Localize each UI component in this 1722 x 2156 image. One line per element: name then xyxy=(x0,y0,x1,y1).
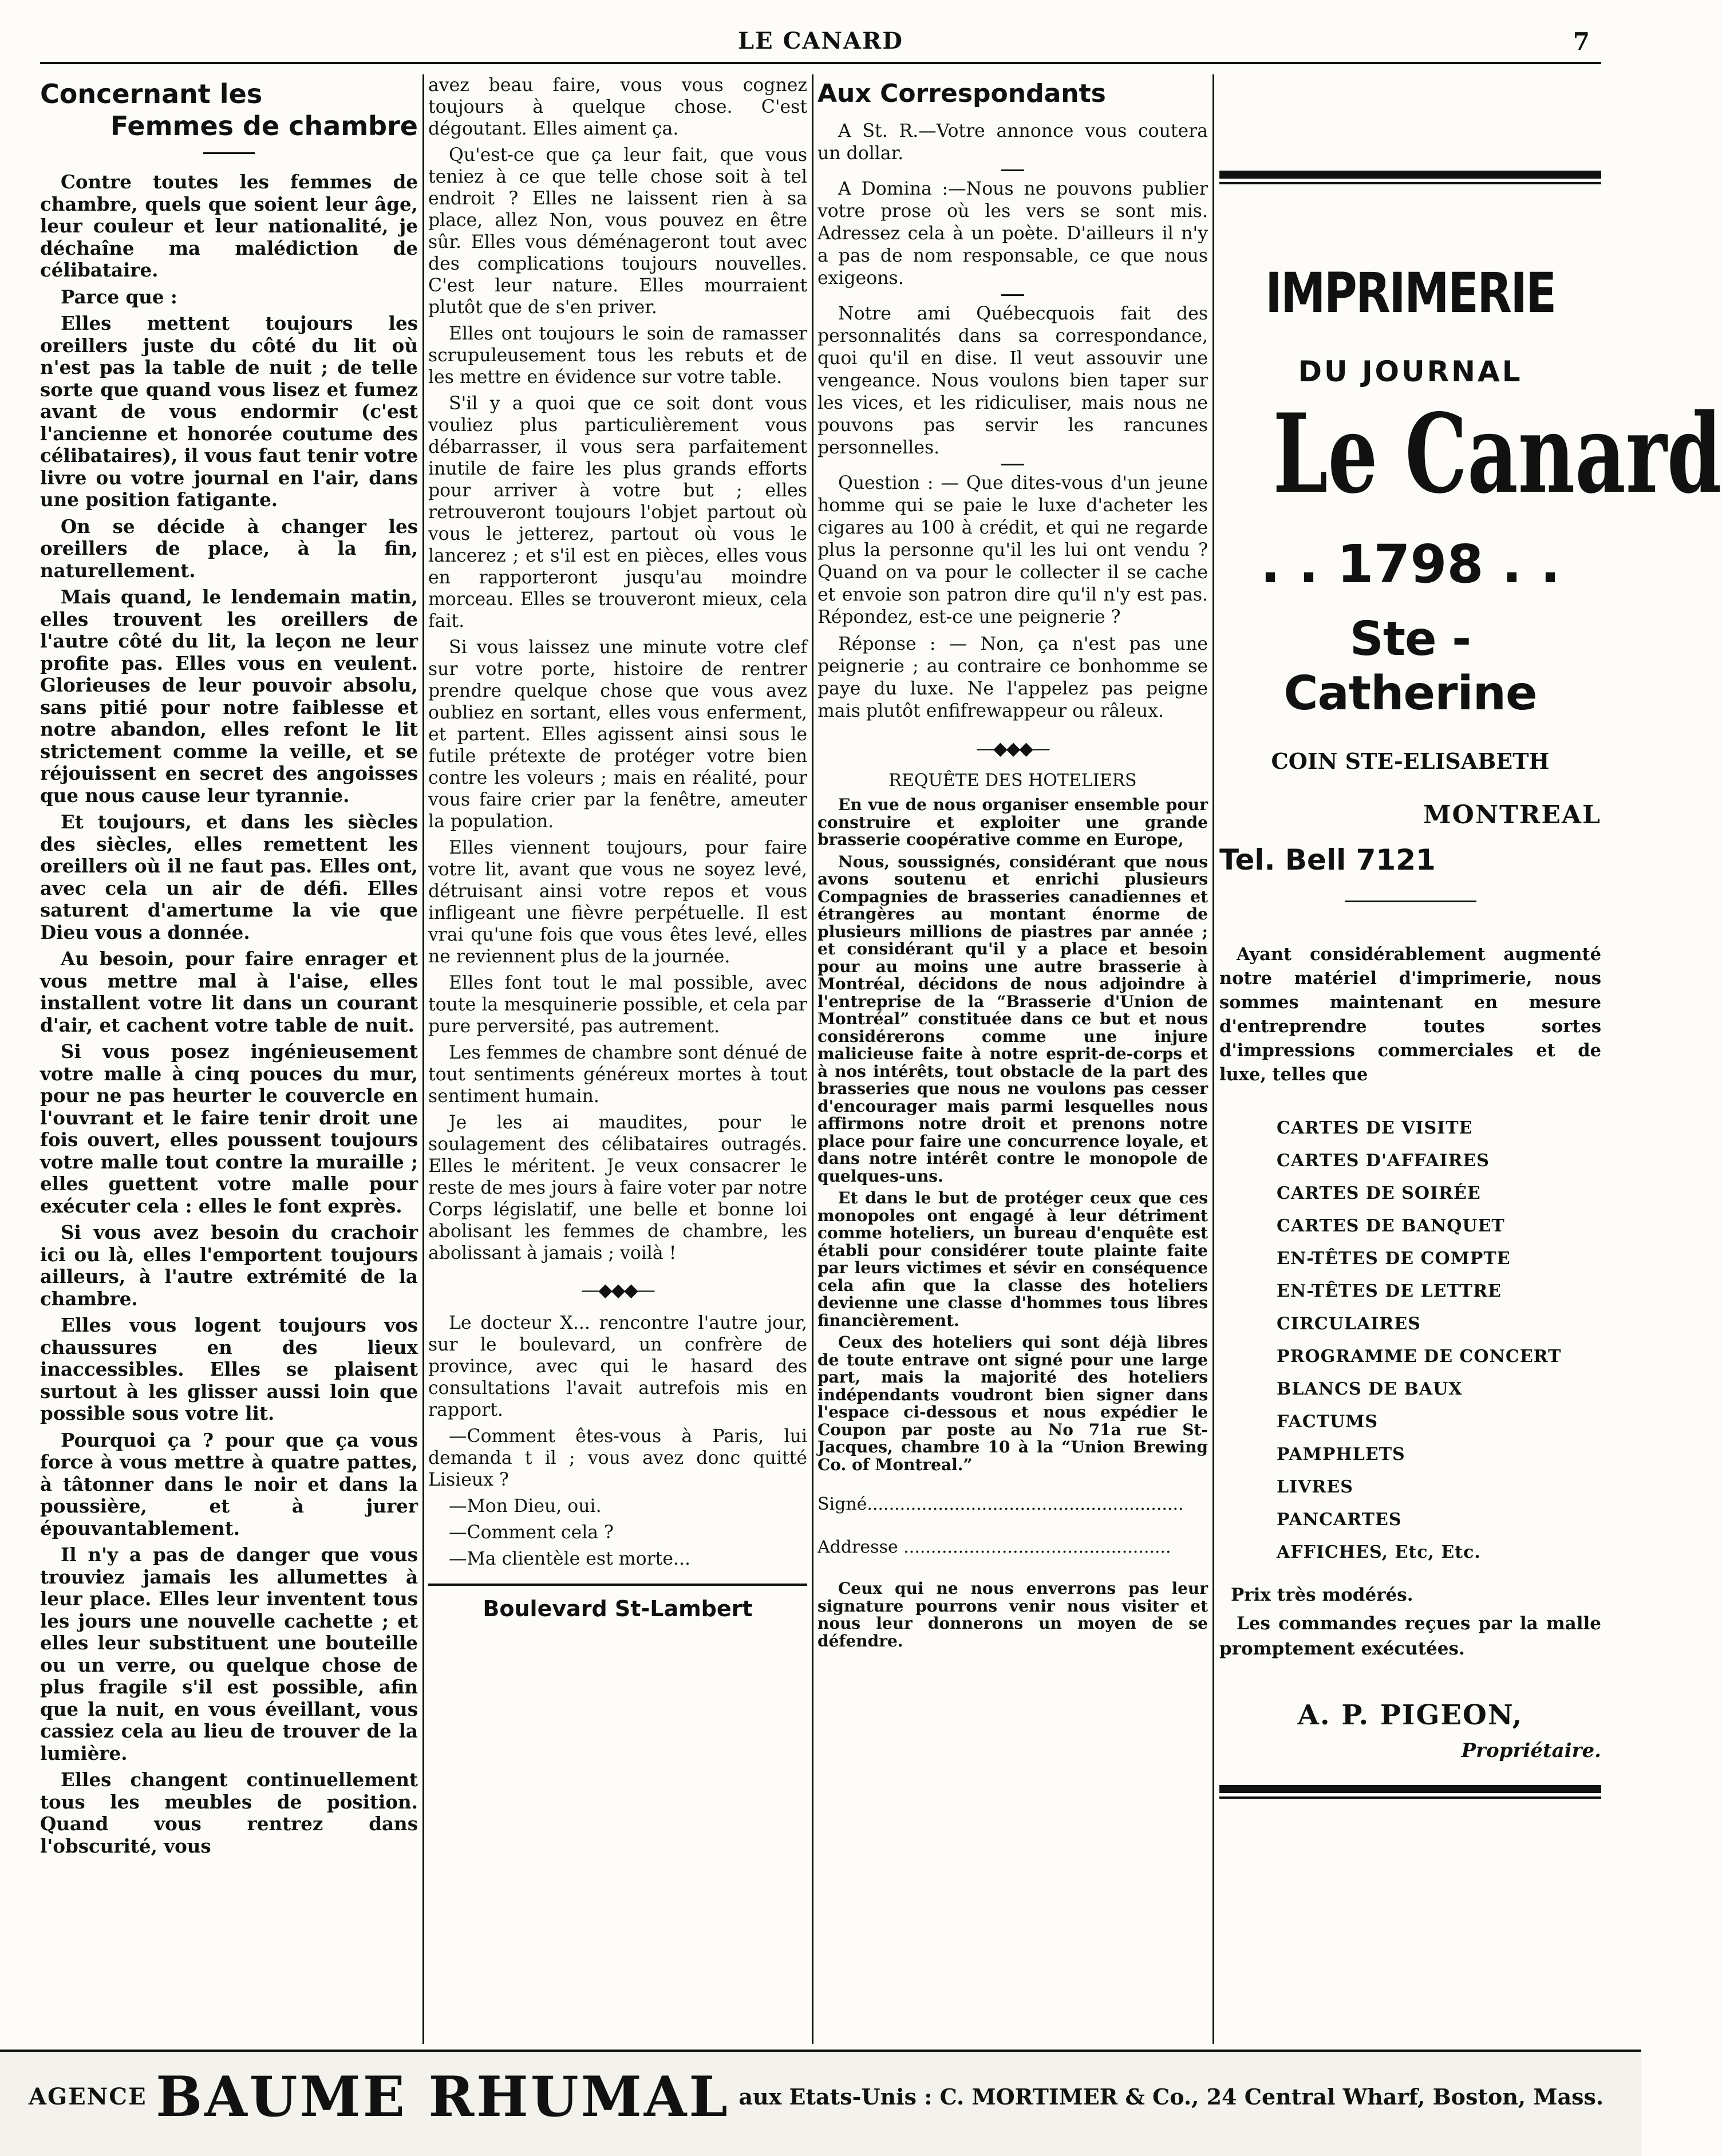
ad-service-item: FACTUMS xyxy=(1277,1412,1379,1432)
paragraph: Pourquoi ça ? pour que ça vous force à vous mettre à quatre pattes, à tâtonner dans le noir et dans la poussière, et à jurer épouvantablement. xyxy=(40,1428,418,1539)
footer-brand: BAUME RHUMAL xyxy=(156,2064,730,2129)
ad-service-item: EN-TÊTES DE COMPTE xyxy=(1277,1249,1511,1269)
ad-service-item: PROGRAMME DE CONCERT xyxy=(1277,1346,1562,1367)
ad-orders: Les commandes reçues par la malle promptement exécutées. xyxy=(1219,1613,1601,1659)
ad-imprimerie-title: IMPRIMERIE xyxy=(1265,261,1555,325)
ad-intro: Ayant considérablement augmenté notre matériel d'imprimerie, nous sommes maintenant en mesure d'entreprendre toutes sortes d'impressions commerciales et de luxe, telles que xyxy=(1219,944,1601,1085)
paragraph: Si vous laissez une minute votre clef sur votre porte, histoire de rentrer prendre quelque chose que vous avez oubliez en sortant, elles vous enferment, et partent. Elles agissent ainsi sous le futile prétexte de protéger votre bien contre les voleurs ; mais en réalité, pour vous faire crier par la fenêtre, ameuter la population. xyxy=(428,637,807,832)
ad-service-item: CIRCULAIRES xyxy=(1277,1314,1421,1334)
ad-service-item: BLANCS DE BAUX xyxy=(1277,1379,1463,1399)
ad-bottom-rule xyxy=(1219,1785,1601,1793)
paragraph: Ceux des hoteliers qui sont déjà libres de toute entrave ont signé pour une large part, mais la majorité des hoteliers indépendants voudront bien signer dans l'espace ci-dessous et nous expédier le Coupon par poste au No 71a rue St-Jacques, chambre 10 à la “Union Brewing Co. of Montreal.” xyxy=(817,1333,1208,1474)
correspondent-item: Notre ami Québecquois fait des personnalités dans sa correspondance, quoi qu'il en dise. Il veut assouvir une vengeance. Nous voulons bien taper sur les vices, et les ridiculiser, mais nous ne pouvons pas servir les rancunes personnelles. xyxy=(817,303,1208,458)
paragraph: En vue de nous organiser ensemble pour construire et exploiter une grande brasserie coopérative comme en Europe, xyxy=(817,795,1208,849)
paragraph: Elles font tout le mal possible, avec toute la mesquinerie possible, et cela par pure perversité, pas autrement. xyxy=(428,973,807,1037)
ad-services-list xyxy=(1219,1112,1601,1569)
closing-note xyxy=(817,1580,1208,1650)
ad-service-item: CARTES D'AFFAIRES xyxy=(1277,1151,1490,1171)
paragraph: —Comment êtes-vous à Paris, lui demanda t il ; vous avez donc quitté Lisieux ? xyxy=(428,1426,807,1490)
paragraph: Et toujours, et dans les siècles des siècles, elles remettent les oreillers où il ne faut pas. Elles ont, avec cela un air de défi. Elles saturent d'amertume la vie que Dieu vous a donnée. xyxy=(40,811,418,943)
dash-divider xyxy=(1001,169,1024,171)
paragraph: Elles viennent toujours, pour faire votre lit, avant que vous ne soyez levé, détruisant ainsi votre repos et vous infligeant une fièvre perpétuelle. Il est vrai qu'une fois que vous êtes levé, elles ne reviennent plus de la journée. xyxy=(428,838,807,967)
paragraph: Elles ont toujours le soin de ramasser scrupuleusement tous les rebuts et de les mettre en évidence sur votre table. xyxy=(428,323,807,388)
column-divider xyxy=(812,74,813,2044)
requete-heading: REQUÊTE DES HOTELIERS xyxy=(888,771,1137,791)
correspondent-item: A Domina :—Nous ne pouvons publier votre prose où les vers se sont mis. Adressez cela à un poète. D'ailleurs il n'y a pas de nom responsable, ce que nous exigeons. xyxy=(817,179,1208,289)
ad-corner: COIN STE-ELISABETH xyxy=(1271,748,1550,774)
ad-service-item: PANCARTES xyxy=(1277,1510,1402,1530)
paragraph: Parce que : xyxy=(61,285,177,308)
paragraph: avez beau faire, vous vous cognez toujours à quelque chose. C'est dégoutant. Elles aiment ça. xyxy=(428,75,807,139)
paragraph: Elles mettent toujours les oreillers juste du côté du lit où n'est pas la table de nuit ; de telle sorte que quand vous lisez et fumez avant de vous endormir (c'est l'ancienne et honorée coutume des célibataires), il vous faut tenir votre livre ou votre journal en l'air, dans une position fatigante. xyxy=(40,312,418,511)
header-rule xyxy=(40,62,1601,64)
paragraph: Il n'y a pas de danger que vous trouviez jamais les allumettes à leur place. Elles leur inventent tous les jours une nouvelle cachette ; et elles leur substituent une bouteille ou un verre, ou quelque chose de plus fragile s'il est possible, afin que la nuit, en vous éveillant, vous cassiez cela au lieu de trouver de la lumière. xyxy=(40,1543,418,1764)
page-number: 7 xyxy=(1573,27,1590,56)
ad-address-number: . . 1798 . . xyxy=(1260,534,1561,595)
ad-prices: Prix très modérés. xyxy=(1231,1585,1413,1605)
requete-body xyxy=(817,796,1208,1474)
ad-top-rule-thin xyxy=(1219,182,1601,184)
page-header xyxy=(40,27,1601,62)
article-column-2 xyxy=(428,74,807,2044)
heading-rule xyxy=(203,152,255,154)
boulevard-st-lambert-box: Boulevard St-Lambert xyxy=(428,1584,807,1621)
dash-divider xyxy=(1001,294,1024,296)
footer-agence: AGENCE xyxy=(29,2083,147,2110)
ad-owner-name: A. P. PIGEON, xyxy=(1297,1699,1523,1731)
paragraph: Elles vous logent toujours vos chaussures en des lieux inaccessibles. Elles se plaisent surtout à les glisser aussi loin que possible sous votre lit. xyxy=(40,1314,418,1424)
paragraph: On se décide à changer les oreillers de place, à la fin, naturellement. xyxy=(40,515,418,582)
dash-divider xyxy=(1001,464,1024,465)
paragraph: Le docteur X... rencontre l'autre jour, sur le boulevard, un confrère de province, avec qui le hasard des consultations l'avait autrefois mis en rapport. xyxy=(428,1313,807,1420)
article-heading-line1: Concernant les xyxy=(40,78,263,109)
correspondent-item: Réponse : — Non, ça n'est pas une peignerie ; au contraire ce bonhomme se paye du luxe. Ne l'appelez pas peigne mais plutôt enfifrewappeur ou râleux. xyxy=(817,634,1208,721)
paragraph: Ceux qui ne nous enverrons pas leur signature pourrons venir nous visiter et nous leur donnerons un moyen de se défendre. xyxy=(817,1579,1208,1650)
ad-service-item: LIVRES xyxy=(1277,1477,1353,1497)
paragraph: —Comment cela ? xyxy=(449,1522,614,1543)
ad-service-item: CARTES DE SOIRÉE xyxy=(1277,1183,1481,1203)
footer-ad-line xyxy=(29,2064,1603,2129)
ad-bottom-rule-thin xyxy=(1219,1796,1601,1799)
paragraph: Les femmes de chambre sont dénué de tout sentiments généreux mortes à tout sentiment humain. xyxy=(428,1043,807,1107)
paragraph: Si vous avez besoin du crachoir ici ou là, elles l'emportent toujours ailleurs, à l'autre extrémité de la chambre. xyxy=(40,1221,418,1310)
ad-service-item: PAMPHLETS xyxy=(1277,1444,1405,1464)
ornament-divider: —◆◆◆— xyxy=(581,1279,654,1301)
ad-city: MONTREAL xyxy=(1423,800,1601,830)
paragraph: Je les ai maudites, pour le soulagement des célibataires outragés. Elles le méritent. Je veux consacrer le reste de mes jours à faire voter par notre Corps législatif, une belle et bonne loi abolisant les femmes de chambre, les abolissant à jamais ; voilà ! xyxy=(428,1112,807,1263)
ad-short-rule xyxy=(1345,901,1476,902)
ad-le-canard-logo: Le Canard xyxy=(1273,390,1722,518)
ad-owner-title: Propriétaire. xyxy=(1461,1739,1601,1762)
article-heading xyxy=(40,78,418,142)
ad-street: Ste - Catherine xyxy=(1283,612,1537,721)
correspondents-heading: Aux Correspondants xyxy=(817,79,1106,108)
footer-advertisement xyxy=(0,2050,1641,2156)
ad-service-item: EN-TÊTES DE LETTRE xyxy=(1277,1281,1502,1301)
paragraph: Nous, soussignés, considérant que nous avons soutenu et enrichi plusieurs Compagnies de brasseries canadiennes et étrangères au montant énorme de plusieurs millions de piastres par année ; et considérant qu'il y a place et besoin pour au moins une autre brasserie à Montréal, décidons de nous adjoindre à l'entreprise de la “Brasserie d'Union de Montréal” constituée dans ce but et nous considérerons comme une injure malicieuse faite à notre esprit-de-corps et à nos intérêts, tout obstacle de la part des brasseries que nous ne voulons pas cesser d'encourager mais parmi lesquelles nous affirmons notre droit et prenons notre place pour faire une concurrence loyale, et dans notre intérêt contre le monopole de quelques-uns. xyxy=(817,852,1208,1186)
ad-service-item: CARTES DE VISITE xyxy=(1277,1118,1473,1138)
paragraph: —Ma clientèle est morte... xyxy=(449,1549,691,1569)
correspondent-item: Question : — Que dites-vous d'un jeune homme qui se paie le luxe d'acheter les cigares au 100 à crédit, et qui ne regarde plus la personne qu'il les lui ont vendu ? Quand on va pour le collecter il se cache et envoie son patron dire qu'il n'y est pas. Répondez, est-ce une peignerie ? xyxy=(817,473,1208,627)
ornament-divider: —◆◆◆— xyxy=(976,737,1049,759)
column-divider xyxy=(422,74,424,2044)
ad-telephone: Tel. Bell 7121 xyxy=(1219,843,1436,876)
article-heading-line2: Femmes de chambre xyxy=(110,110,418,141)
column-divider xyxy=(1212,74,1214,2044)
address-line: Addresse ................................................. xyxy=(817,1537,1171,1557)
footer-agent-address: aux Etats-Unis : C. MORTIMER & Co., 24 Central Wharf, Boston, Mass. xyxy=(738,2084,1604,2110)
paragraph: Et dans le but de protéger ceux que ces monopoles ont engagé à leur détriment comme hoteliers, un bureau d'enquête est établi pour considérer toute plainte faite par leurs victimes et sévir en conséquence cela afin que la classe des hoteliers devienne une classe d'hommes tous libres financièrement. xyxy=(817,1188,1208,1330)
paragraph: —Mon Dieu, oui. xyxy=(449,1496,602,1517)
signature-line: Signé.......................................................... xyxy=(817,1494,1184,1514)
paragraph: Au besoin, pour faire enrager et vous mettre mal à l'aise, elles installent votre lit dans un courant d'air, et cachent votre table de nuit. xyxy=(40,947,418,1036)
correspondents-column xyxy=(817,74,1208,2044)
ad-service-item: CARTES DE BANQUET xyxy=(1277,1216,1505,1236)
article-column-1 xyxy=(40,74,418,2044)
paragraph: Qu'est-ce que ça leur fait, que vous teniez à ce que telle chose soit à tel endroit ? Elles ne laissent rien à sa place, allez Non, vous pouvez en être sûr. Elles vous déménageront tout avec des complications toujours nouvelles. C'est leur nature. Elles mourraient plutôt que de s'en priver. xyxy=(428,145,807,318)
masthead-title: LE CANARD xyxy=(738,27,903,54)
ad-service-item: AFFICHES, Etc, Etc. xyxy=(1277,1542,1481,1562)
ad-du-journal: DU JOURNAL xyxy=(1298,355,1523,388)
paragraph: Si vous posez ingénieusement votre malle à cinq pouces du mur, pour ne pas heurter le couvercle en l'ouvrant et le faire tenir droit une fois ouvert, elles poussent toujours votre malle tout contre la muraille ; elles guettent votre malle pour exécuter cela : elles le font exprès. xyxy=(40,1040,418,1217)
paragraph: S'il y a quoi que ce soit dont vous vouliez plus particulièrement vous débarrasser, il vous sera parfaitement inutile de faire les plus grands efforts pour arriver à votre but ; elles retrouveront toujours l'objet partout où vous le jetterez, partout où vous le lancerez ; et s'il est en pièces, elles vous en rapporteront jusqu'au moindre morceau. Elles se trouveront mieux, cela fait. xyxy=(428,393,807,631)
paragraph: Mais quand, le lendemain matin, elles trouvent les oreillers de l'autre côté du lit, la leçon ne leur profite pas. Elles vous en veulent. Glorieuses de leur pouvoir absolu, sans pitié pour notre faiblesse et notre abandon, elles refont le lit strictement comme la veille, et se réjouissent en secret des angoisses que nous cause leur tyrannie. xyxy=(40,586,418,807)
paragraph: Contre toutes les femmes de chambre, quels que soient leur âge, leur couleur et leur nationalité, je déchaîne ma malédiction de célibataire. xyxy=(40,171,418,281)
imprimerie-advertisement xyxy=(1219,74,1722,2044)
correspondent-item: A St. R.—Votre annonce vous coutera un dollar. xyxy=(817,121,1208,164)
paragraph: Elles changent continuellement tous les meubles de position. Quand vous rentrez dans l'obscurité, vous xyxy=(40,1768,418,1857)
ad-top-rule xyxy=(1219,171,1601,179)
